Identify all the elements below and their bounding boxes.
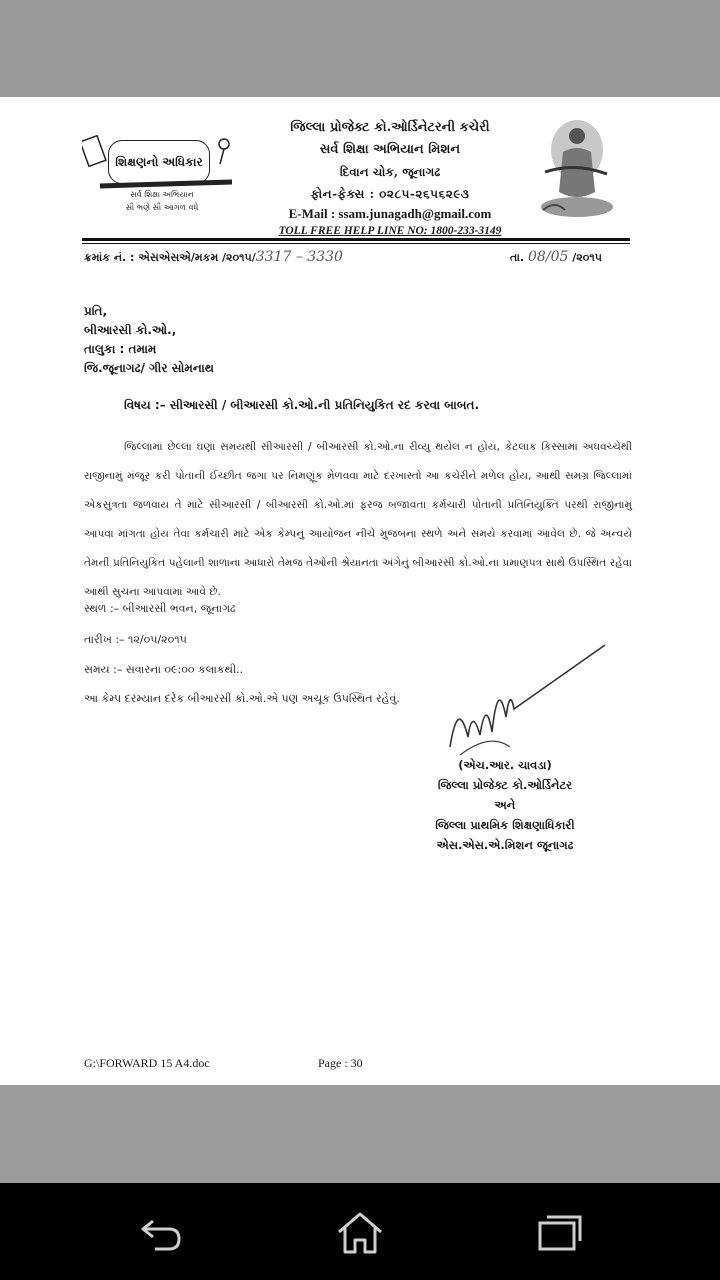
address-line-2: બીઆરસી કો.ઓ.,	[84, 323, 177, 337]
document-page	[0, 97, 720, 1085]
office-title: જિલ્લા પ્રોજેક્ટ કો.ઓર્ડિનેટરની કચેરી	[290, 120, 490, 135]
date-sep: /	[545, 249, 551, 265]
office-phone: ફોન-ફેક્સ : ૦૨૮૫-૨૬૫૬૨૯૩	[310, 187, 470, 201]
recipient-address	[84, 302, 214, 378]
date-day: 08	[528, 249, 546, 265]
top-background	[0, 0, 720, 97]
logo-line-2: સૌ ભણે સૌ આગળ વધે	[125, 203, 199, 212]
header-rule-thin	[82, 243, 630, 244]
body-paragraph-text: જિલ્લામાં છેલ્લા ઘણા સમયથી સીઆરસી / બીઆરસી કો.ઓ.ના રીવ્યુ થયેલ ન હોય, કેટલાક કિસ્સામાં અધવચ્ચેથી રાજીનામું મંજૂર કરી પોતાની ઈચ્છીત જગા પર નિમણૂંક મેળવવા માટે દરખાસ્તો આ કચેરીને મળેલ હોય, આથી સમગ્ર જિલ્લામાં એકસુત્રતા જળવાય તે માટે સીઆરસી / બીઆરસી કો.ઓ.માં ફરજ બજાવતા કર્મચારી પોતાની પ્રતિનિયુક્તિ પરથી રાજીનામું આપવા માંગતા હોય તેવા કર્મચારી માટે એક કેમ્પનું આયોજન નીચે મુજબના સ્થળે અને સમયે કરવામાં આવેલ છે. જે અન્વયે તેમની પ્રતિનિયુકિત પહેલાની શાળાના આધારો તેમજ તેઓની શ્રેયાનતા અંગેનું બીઆરસી કો.ઓ.ના પ્રમાણપત્ર સાથે ઉપસ્થિત રહેવા આથી સુચના આપવામાં આવે છે.	[84, 441, 632, 598]
reference-handwritten: 3317 – 3330	[255, 249, 343, 265]
signatory-title-3: એસ.એસ.એ.મિશન જૂનાગઢ	[436, 838, 574, 852]
letter-date	[510, 249, 602, 265]
signatory-title-2: જિલ્લા પ્રાથમિક શિક્ષણાધિકારી	[435, 818, 575, 832]
camp-note: આ કેમ્પ દરમ્યાન દરેક બીઆરસી કો.ઓ.એ પણ અચૂક ઉપસ્થિત રહેવું.	[84, 692, 400, 705]
date-prefix: તા.	[510, 251, 525, 264]
navigation-bar	[0, 1183, 720, 1280]
date-suffix: /૨૦૧૫	[572, 251, 602, 264]
office-address: દિવાન ચોક, જૂનાગઢ	[339, 165, 441, 179]
back-button[interactable]	[120, 1205, 200, 1261]
signatory-name: (એચ.આર. ચાવડા)	[458, 758, 552, 772]
signatory-title-1: જિલ્લા પ્રોજેક્ટ કો.ઓર્ડિનેટર	[437, 778, 573, 792]
date-month: 05	[550, 249, 569, 265]
recent-apps-button[interactable]	[520, 1205, 600, 1261]
rte-logo	[82, 130, 242, 220]
address-line-1: પ્રતિ,	[84, 304, 108, 318]
bottom-background	[0, 1085, 720, 1183]
body-paragraph	[84, 433, 632, 607]
header-rule-thick	[82, 238, 630, 241]
camp-time: સમય :– સવારના ૦૯:૦૦ કલાકથી..	[84, 663, 244, 676]
signatory-and: અને	[494, 798, 516, 812]
saraswati-emblem	[535, 112, 620, 222]
home-icon	[335, 1210, 385, 1256]
logo-line-1: સર્વ શિક્ષા અભિયાન	[130, 190, 194, 199]
rte-logo-banner: શિક્ષણનો અધિકાર	[108, 140, 210, 184]
subject-line: વિષય :– સીઆરસી / બીઆરસી કો.ઓ.ની પ્રતિનિયુકિત રદ કરવા બાબત.	[124, 398, 479, 412]
handwritten-signature	[440, 637, 610, 767]
signatory-block	[410, 755, 600, 855]
office-tollfree: TOLL FREE HELP LINE NO: 1800-233-3149	[278, 225, 502, 237]
home-button[interactable]	[320, 1205, 400, 1261]
office-header	[250, 117, 530, 239]
footer-page-number: Page : 30	[318, 1056, 363, 1070]
office-email: E-Mail : ssam.junagadh@gmail.com	[288, 206, 492, 221]
reference-prefix: ક્રમાંક નં. : એસએસએ/મકમ /૨૦૧૫/	[84, 251, 256, 264]
office-mission: સર્વ શિક્ષા અભિયાન મિશન	[319, 142, 461, 157]
recent-apps-icon	[535, 1213, 585, 1253]
address-line-4: જિ.જૂનાગઢ/ ગીર સોમનાથ	[84, 361, 214, 375]
camp-place: સ્થળ :– બીઆરસી ભવન, જૂનાગઢ	[84, 602, 236, 615]
back-icon	[135, 1213, 185, 1253]
footer-filename: G:\FORWARD 15 A4.doc	[84, 1056, 210, 1070]
camp-date: તારીખ :– ૧૨/૦૫/૨૦૧૫	[84, 633, 187, 646]
address-line-3: તાલુકા : તમામ	[84, 342, 157, 356]
reference-number	[84, 249, 343, 265]
